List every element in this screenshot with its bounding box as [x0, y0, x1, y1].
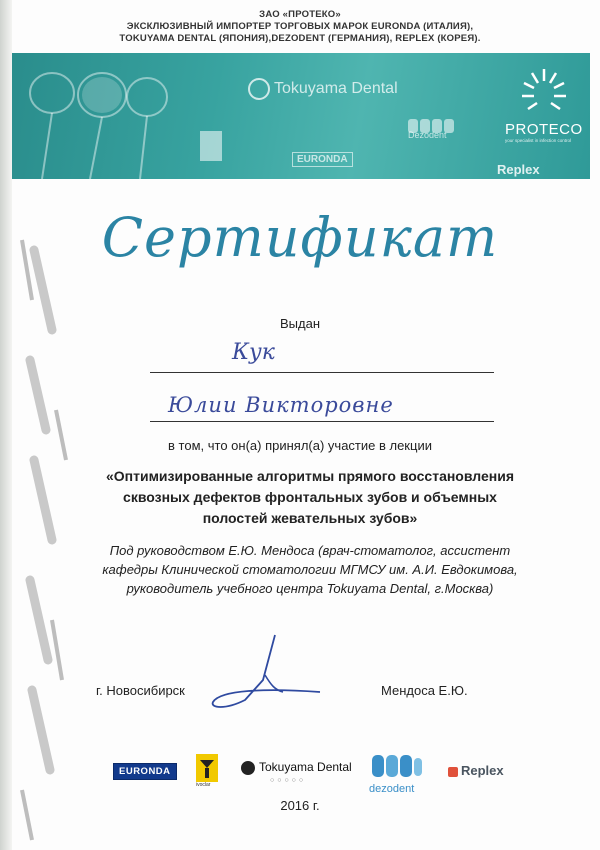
footer-euronda-logo: EURONDA	[113, 763, 177, 780]
dezodent-icon	[370, 752, 426, 782]
header-brands-line: TOKUYAMA DENTAL (ЯПОНИЯ),DEZODENT (ГЕРМАНИЯ), REPLEX (КОРЕЯ).	[119, 33, 481, 44]
signer-name: Мендоса Е.Ю.	[381, 683, 468, 698]
banner-euronda-logo: EURONDA	[292, 152, 353, 167]
supervisor-line: руководитель учебного центра Tokuyama Dental, г.Москва)	[126, 581, 494, 596]
footer-ivoclar-label: ivoclar	[196, 782, 211, 788]
proteco-tagline: your specialist in infection control	[505, 138, 572, 143]
supervisor-line: Под руководством Е.Ю. Мендоса (врач-стоматолог, ассистент	[109, 543, 511, 558]
ivoclar-icon	[196, 754, 218, 782]
footer-tokuyama-logo: Tokuyama Dental	[241, 760, 352, 775]
lecture-title-line: сквозных дефектов фронтальных зубов и объемных	[123, 489, 497, 505]
city-label: г. Новосибирск	[96, 683, 185, 698]
supervisor-text	[60, 541, 560, 598]
lecture-title-line: полостей жевательных зубов»	[202, 510, 418, 526]
bracket-logo-mark	[200, 131, 222, 161]
header-company: ЗАО «ПРОТЕКО»	[259, 9, 341, 20]
footer-ivoclar-logo	[196, 754, 218, 782]
replex-icon	[448, 767, 458, 777]
name-line	[150, 421, 494, 422]
tokuyama-icon	[248, 78, 270, 100]
banner-tokuyama-logo: Tokuyama Dental	[248, 78, 398, 100]
lecture-title-line: «Оптимизированные алгоритмы прямого восстановления	[105, 468, 515, 484]
recipient-name: Юлии Викторовне	[168, 393, 394, 417]
certificate-year: 2016 г.	[280, 798, 320, 813]
participation-text: в том, что он(а) принял(а) участие в лекции	[168, 438, 432, 453]
footer-dezodent-logo: dezodent	[369, 783, 415, 795]
issued-label: Выдан	[279, 316, 320, 331]
tokuyama-dots: ○○○○○	[270, 777, 307, 784]
proteco-logo: PROTECO	[505, 121, 583, 138]
recipient-surname: Кук	[232, 340, 275, 365]
paper-edge	[0, 0, 12, 850]
banner-replex-logo: Replex	[497, 162, 540, 177]
proteco-burst-icon	[522, 69, 566, 109]
surname-line	[150, 372, 494, 373]
certificate-title: Сертификат	[101, 206, 499, 269]
lecture-title	[60, 466, 560, 529]
signature	[205, 630, 325, 720]
banner-dezodent-logo: Dezodent	[408, 130, 447, 140]
footer-replex-logo: Replex	[448, 763, 504, 778]
supervisor-line: кафедры Клинической стоматологии МГМСУ им. А.И. Евдокимова,	[102, 562, 518, 577]
header-importer-line: ЭКСКЛЮЗИВНЫЙ ИМПОРТЕР ТОРГОВЫХ МАРОК EURONDA (ИТАЛИЯ),	[126, 21, 474, 32]
tokuyama-icon	[241, 761, 255, 775]
